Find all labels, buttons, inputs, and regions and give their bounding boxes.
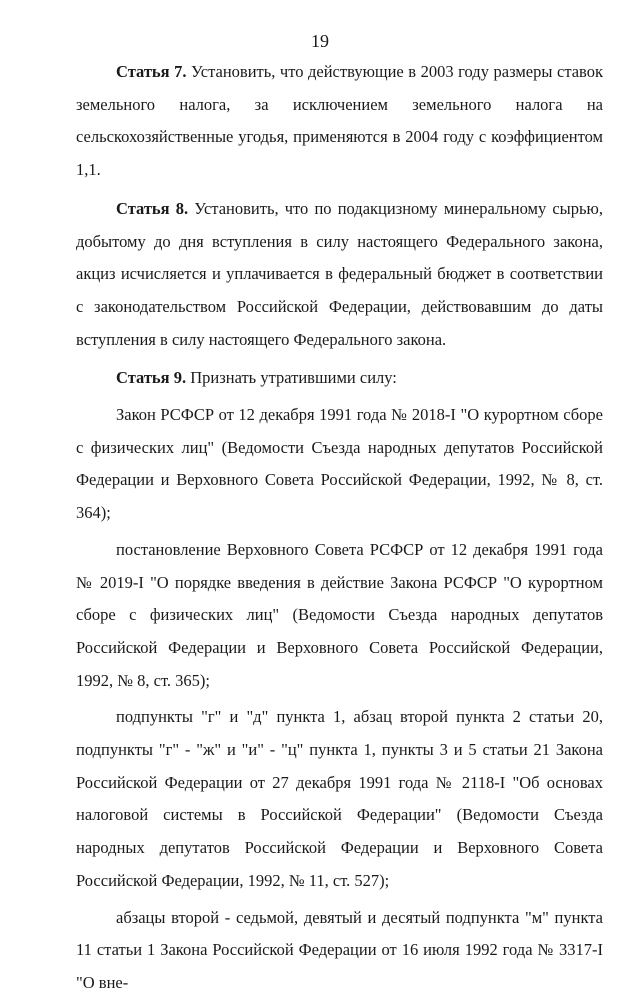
article-7-heading: Статья 7. [116,62,187,81]
article-8-paragraph [76,193,603,357]
repealed-item-4: абзацы второй - седьмой, девятый и десятый подпункта "м" пункта 11 статьи 1 Закона Российской Федерации от 16 июля 1992 года № 3317-I "О вне- [76,907,603,992]
article-7-paragraph [76,56,603,187]
repealed-item-2: постановление Верховного Совета РСФСР от 12 декабря 1991 года № 2019-I "О порядке введения в действие Закона РСФСР "О курортном сборе с физических лиц" (Ведомости Съезда народных депутатов Российской Федерации и Верховного Совета Российской Федерации, 1992, № 8, ст. 365); [76,539,603,690]
repealed-item-1: Закон РСФСР от 12 декабря 1991 года № 2018-I "О курортном сборе с физических лиц" (Ведомости Съезда народных депутатов Российской Федерации и Верховного Совета Российской Федерации, 1992, № 8, ст. 364); [76,405,603,523]
article-8-text: Установить, что по подакцизному минеральному сырью, добытому до дня вступления в силу настоящего Федерального закона, акциз исчисляется и уплачивается в федеральный бюджет в соответствии с законодательством Российской Федерации, действовавшим до даты вступления в силу настоящего Федерального закона. [76,198,603,349]
article-9-heading: Статья 9. [116,368,187,388]
article-9-text: Признать утратившими силу: [186,368,397,388]
article-7-text: Установить, что действующие в 2003 году размеры ставок земельного налога, за исключением земельного налога на сельскохозяйственные угодья, применяются в 2004 году с коэффициентом 1,1. [76,62,603,180]
repealed-item-3: подпункты "г" и "д" пункта 1, абзац второй пункта 2 статьи 20, подпункты "г" - "ж" и "и" - "ц" пункта 1, пункты 3 и 5 статьи 21 Закона Российской Федерации от 27 декабря 1991 года № 2118-I "Об основах налоговой системы в Российской Федерации" (Ведомости Съезда народных депутатов Российской Федерации и Верховного Совета Российской Федерации, 1992, № 11, ст. 527); [76,707,603,890]
page-number: 19 [311,31,329,51]
article-8-heading: Статья 8. [116,198,189,218]
document-body [76,56,603,1000]
article-9-paragraph [76,362,603,395]
